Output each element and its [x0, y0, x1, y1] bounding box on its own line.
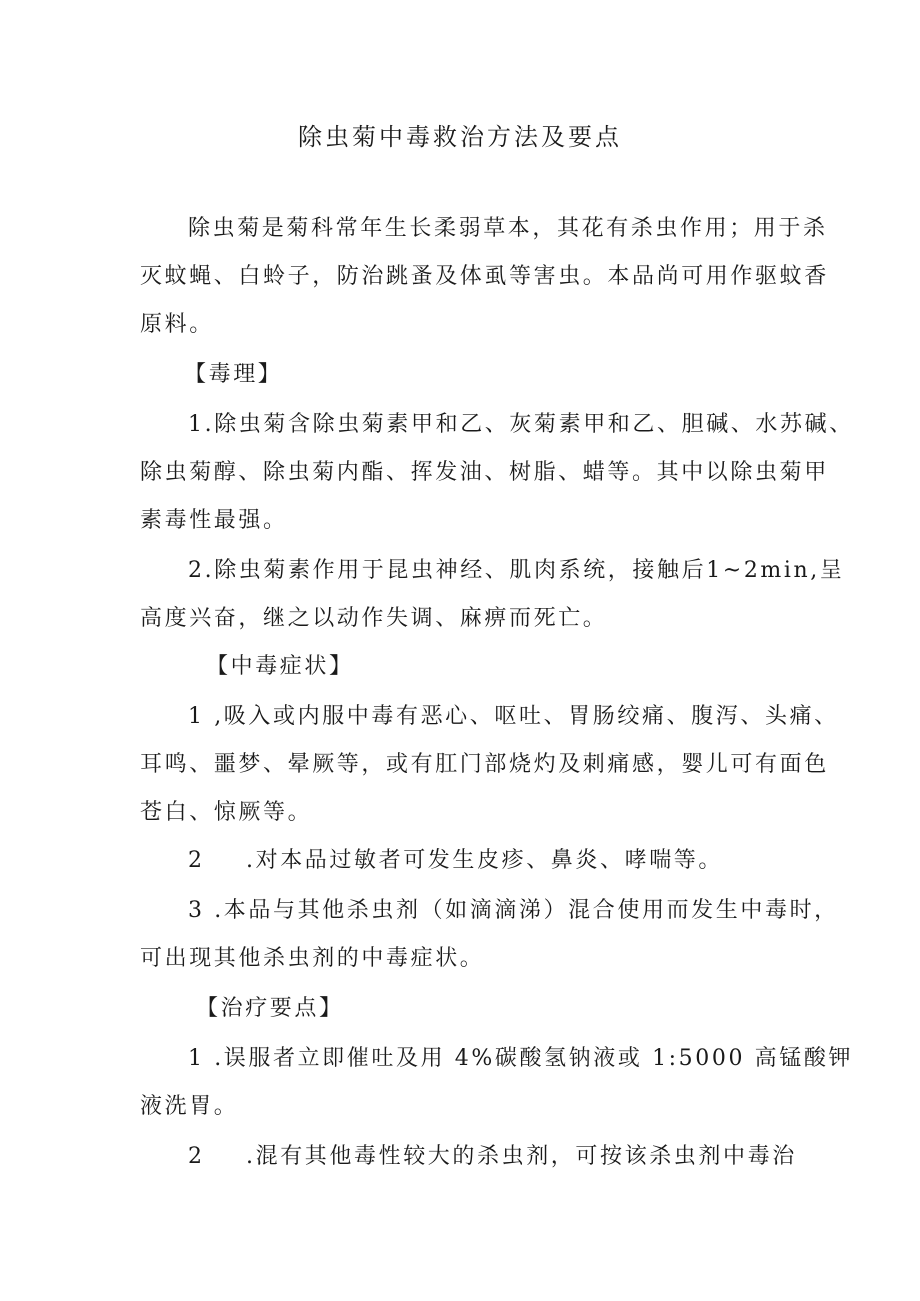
symptoms-p1-line-2: 耳鸣、噩梦、晕厥等，或有肛门部烧灼及刺痛感，婴儿可有面色: [140, 752, 829, 777]
symptoms-p1-line-3: 苍白、惊厥等。: [140, 800, 313, 825]
treatment-p1-line-2: 液洗胃。: [140, 1094, 239, 1119]
section-heading-symptoms: 【中毒症状】: [206, 654, 354, 679]
symptoms-p2-text: .对本品过敏者可发生皮疹、鼻炎、哮喘等。: [246, 848, 723, 873]
section-heading-toxicology: 【毒理】: [184, 362, 283, 387]
intro-line-2: 灭蚊蝇、白蛉子，防治跳蚤及体虱等害虫。本品尚可用作驱蚊香: [140, 264, 829, 289]
intro-line-3: 原料。: [140, 312, 214, 337]
treatment-p2-text: .混有其他毒性较大的杀虫剂，可按该杀虫剂中毒治: [246, 1144, 797, 1169]
symptoms-p1-line-1: 1 ,吸入或内服中毒有恶心、呕吐、胃肠绞痛、腹泻、头痛、: [188, 704, 839, 729]
toxicology-p1-line-2: 除虫菊醇、除虫菊内酯、挥发油、树脂、蜡等。其中以除虫菊甲: [140, 460, 829, 485]
symptoms-p2-number: 2: [188, 848, 205, 873]
section-heading-treatment: 【治疗要点】: [196, 996, 344, 1021]
toxicology-p1-line-1: 1.除虫菊含除虫菊素甲和乙、灰菊素甲和乙、胆碱、水苏碱、: [188, 412, 854, 437]
symptoms-p3-line-1: 3 .本品与其他杀虫剂（如滴滴涕）混合使用而发生中毒时，: [188, 898, 839, 923]
toxicology-p1-line-3: 素毒性最强。: [140, 508, 288, 533]
toxicology-p2-line-2: 高度兴奋，继之以动作失调、麻痹而死亡。: [140, 606, 608, 631]
treatment-p1-line-1: 1 .误服者立即催吐及用 4%碳酸氢钠液或 1:5000 高锰酸钾: [188, 1046, 854, 1071]
symptoms-p3-line-2: 可出现其他杀虫剂的中毒症状。: [140, 946, 485, 971]
toxicology-p2-line-1: 2.除虫菊素作用于昆虫神经、肌肉系统，接触后1~2min,呈: [188, 558, 845, 583]
document-title: 除虫菊中毒救治方法及要点: [298, 123, 622, 151]
treatment-p2-number: 2: [188, 1144, 205, 1169]
intro-line-1: 除虫菊是菊科常年生长柔弱草本，其花有杀虫作用；用于杀: [188, 216, 828, 241]
